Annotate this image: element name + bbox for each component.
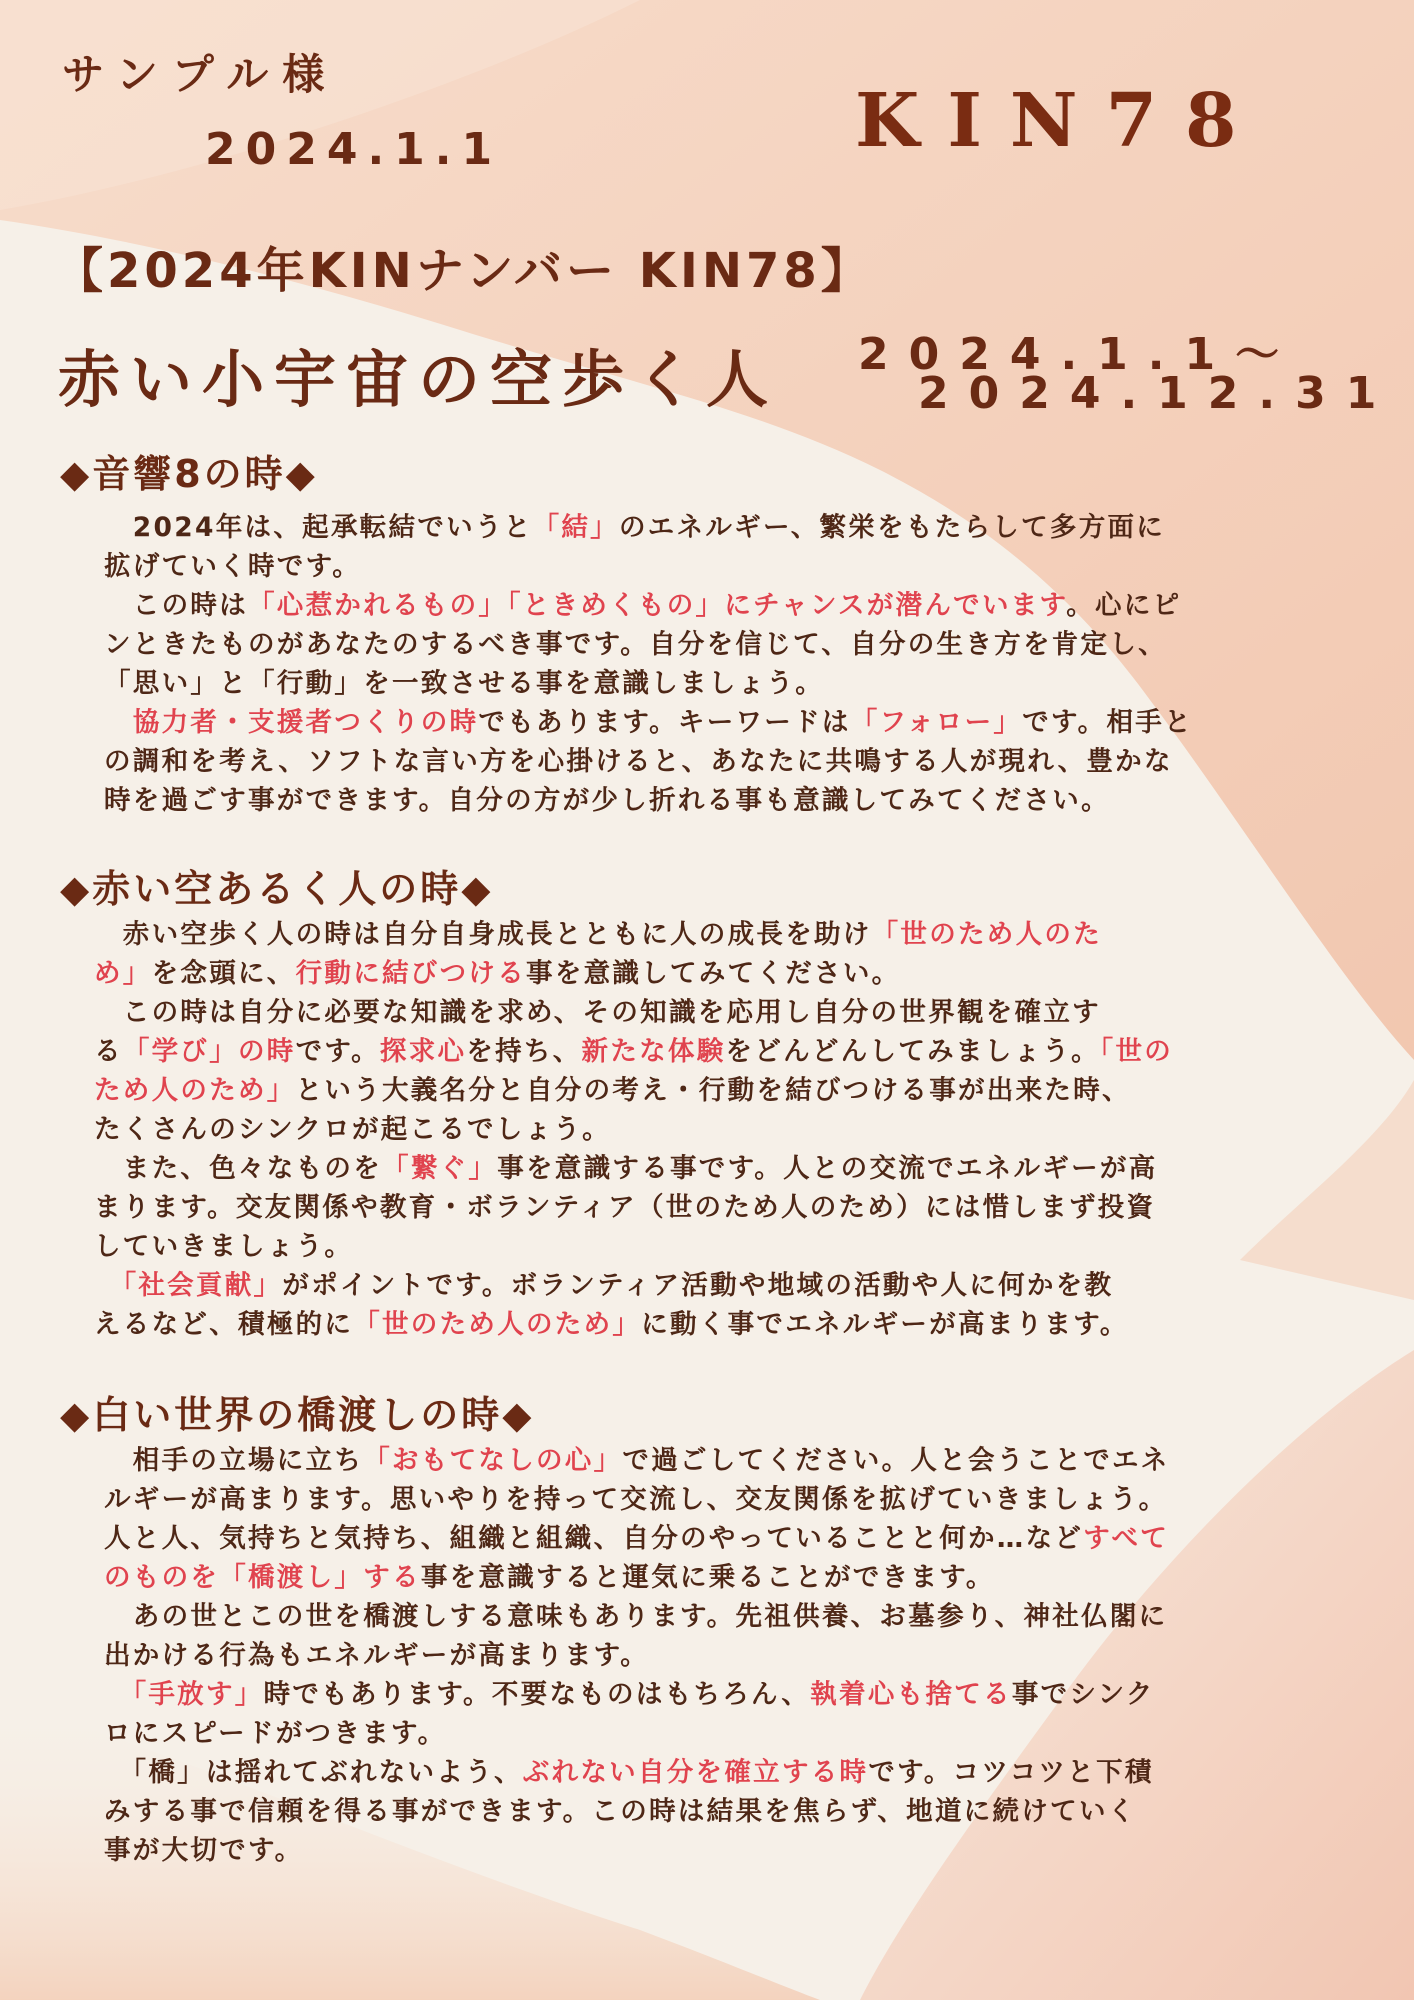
highlight-text: 「手放す」 [132, 1679, 264, 1710]
highlight-text: ぶれない自分を確立する時 [522, 1757, 869, 1788]
body-text: がポイントです。ボランティア活動や地域の活動や人に何かを教 [282, 1270, 1114, 1301]
body-text: 人と人、気持ちと気持ち、組織と組織、自分のやっていることと何か…など [104, 1523, 1084, 1554]
page-title: 赤い小宇宙の空歩く人 [58, 343, 779, 416]
body-text: この時は自分に必要な知識を求め、その知識を応用し自分の世界観を確立す [94, 997, 1101, 1028]
body-text: 事でシンク [1011, 1679, 1155, 1710]
body-text: 「思い」と「行動」を一致させる事を意識しましょう。 [104, 668, 824, 699]
body-text: 事を意識すると運気に乗ることができます。 [420, 1562, 995, 1593]
text-line [94, 1188, 1294, 1227]
body-text: を念頭に、 [151, 958, 296, 989]
highlight-text: 「結」 [532, 512, 619, 543]
body-text: です。 [295, 1036, 380, 1067]
body-text: みする事で信頼を得る事ができます。この時は結果を焦らず、地道に続けていく [104, 1796, 1137, 1827]
body-text [104, 1679, 133, 1710]
highlight-text: 探求心 [379, 1036, 467, 1067]
body-text: を持ち、 [466, 1036, 582, 1067]
highlight-text: 「おもてなしの心」 [363, 1445, 623, 1476]
text-line [94, 1071, 1294, 1110]
text-line [104, 1558, 1304, 1597]
text-line [94, 915, 1294, 954]
highlight-text: 「心惹かれるもの」「ときめくもの」にチャンスが潜んでいます [248, 590, 1067, 621]
section-body [104, 1441, 1304, 1870]
text-line [94, 954, 1294, 993]
body-text: 時でもあります。不要なものはもちろん、 [263, 1679, 811, 1710]
text-line [104, 1831, 1304, 1870]
highlight-text: め」 [94, 958, 152, 989]
body-text [104, 707, 133, 738]
highlight-text: 「繋ぐ」 [382, 1153, 498, 1184]
text-line [104, 586, 1304, 625]
body-text: の調和を考え、ソフトな言い方を心掛けると、あなたに共鳴する人が現れ、豊かな [104, 746, 1173, 777]
text-line [104, 547, 1304, 586]
text-line [104, 625, 1304, 664]
text-line [94, 1266, 1294, 1305]
body-text: 出かける行為もエネルギーが高まります。 [104, 1640, 650, 1671]
body-text: 赤い空歩く人の時は自分自身成長とともに人の成長を助け [94, 919, 872, 950]
highlight-text: すべて [1083, 1523, 1170, 1554]
body-text: また、色々なものを [94, 1153, 382, 1184]
kin-number: KIN78 [855, 78, 1265, 164]
body-text: です。コツコツと下積 [868, 1757, 1154, 1788]
text-line [104, 1519, 1304, 1558]
body-text: でもあります。キーワードは [478, 707, 851, 738]
text-line [94, 1305, 1294, 1344]
section-body [104, 508, 1304, 820]
highlight-text: 「世のため人のた [871, 919, 1103, 950]
highlight-text: 協力者・支援者つくりの時 [132, 707, 479, 738]
text-line [104, 1597, 1304, 1636]
text-line [104, 1753, 1304, 1792]
body-text: という大義名分と自分の考え・行動を結びつける事が出来た時、 [295, 1075, 1131, 1106]
body-text: 2024年は、起承転結でいうと [104, 512, 533, 543]
text-line [104, 1792, 1304, 1831]
body-text: で過ごしてください。人と会うことでエネ [622, 1445, 1170, 1476]
text-line [104, 703, 1304, 742]
body-text: のエネルギー、繁栄をもたらして多方面に [618, 512, 1166, 543]
highlight-text: 行動に結びつける [295, 958, 527, 989]
highlight-text: 「学び」の時 [122, 1036, 296, 1067]
body-text: 拡げていく時です。 [104, 551, 362, 582]
body-text: 時を過ごす事ができます。自分の方が少し折れる事も意識してみてください。 [104, 785, 1110, 816]
body-text: えるなど、積極的に [94, 1309, 354, 1340]
text-line [104, 1636, 1304, 1675]
period-start: 2024.1.1～ [858, 329, 1300, 380]
body-text: あの世とこの世を橋渡しする意味もあります。先祖供養、お墓参り、神社仏閣に [104, 1601, 1168, 1632]
text-line [104, 508, 1304, 547]
body-text: 相手の立場に立ち [104, 1445, 364, 1476]
body-text: ンときたものがあなたのするべき事です。自分を信じて、自分の生き方を肯定し、 [104, 629, 1167, 660]
highlight-text: ため人のため」 [94, 1075, 296, 1106]
section-title: ◆音響8の時◆ [60, 452, 318, 496]
text-line [104, 1480, 1304, 1519]
text-line [104, 781, 1304, 820]
body-text: 事を意識してみてください。 [526, 958, 901, 989]
text-line [94, 1110, 1294, 1149]
highlight-text: のものを「橋渡し」する [104, 1562, 421, 1593]
text-line [104, 664, 1304, 703]
body-text: る [94, 1036, 123, 1067]
body-text: ロにスピードがつきます。 [104, 1718, 447, 1749]
kin-heading: 【2024年KINナンバー KIN78】 [55, 243, 873, 299]
highlight-text: 「社会貢献」 [122, 1270, 283, 1301]
issue-date: 2024.1.1 [205, 124, 503, 175]
section-title: ◆赤い空あるく人の時◆ [60, 867, 494, 911]
section-title: ◆白い世界の橋渡しの時◆ [60, 1393, 535, 1437]
section-body [94, 915, 1294, 1344]
highlight-text: 「フォロー」 [850, 707, 1023, 738]
text-line [94, 1032, 1294, 1071]
body-text: この時は [104, 590, 248, 621]
text-line [94, 1149, 1294, 1188]
text-line [104, 742, 1304, 781]
body-text: 。心にピ [1066, 590, 1182, 621]
text-line [104, 1675, 1304, 1714]
body-text: まります。交友関係や教育・ボランティア（世のため人のため）には惜しまず投資 [94, 1192, 1156, 1223]
body-text: 「橋」は揺れてぶれないよう、 [104, 1757, 523, 1788]
text-line [94, 1227, 1294, 1266]
text-line [104, 1441, 1304, 1480]
body-text: していきましょう。 [94, 1231, 354, 1262]
text-line [94, 993, 1294, 1032]
body-text: をどんどんしてみましょう。 [725, 1036, 1100, 1067]
highlight-text: 「世のため人のため」 [353, 1309, 642, 1340]
recipient-name: サンプル様 [62, 50, 339, 99]
body-text: ルギーが高まります。思いやりを持って交流し、交友関係を拡げていきましょう。 [104, 1484, 1168, 1515]
highlight-text: 「世の [1099, 1036, 1174, 1067]
body-text [94, 1270, 123, 1301]
highlight-text: 新たな体験 [581, 1036, 726, 1067]
highlight-text: 執着心も捨てる [810, 1679, 1012, 1710]
body-text: たくさんのシンクロが起こるでしょう。 [94, 1114, 611, 1145]
body-text: です。相手と [1022, 707, 1193, 738]
body-text: 事が大切です。 [104, 1835, 304, 1866]
body-text: に動く事でエネルギーが高まります。 [641, 1309, 1129, 1340]
body-text: 事を意識する事です。人との交流でエネルギーが高 [497, 1153, 1158, 1184]
period-end: 2024.12.31 [918, 368, 1397, 419]
text-line [104, 1714, 1304, 1753]
